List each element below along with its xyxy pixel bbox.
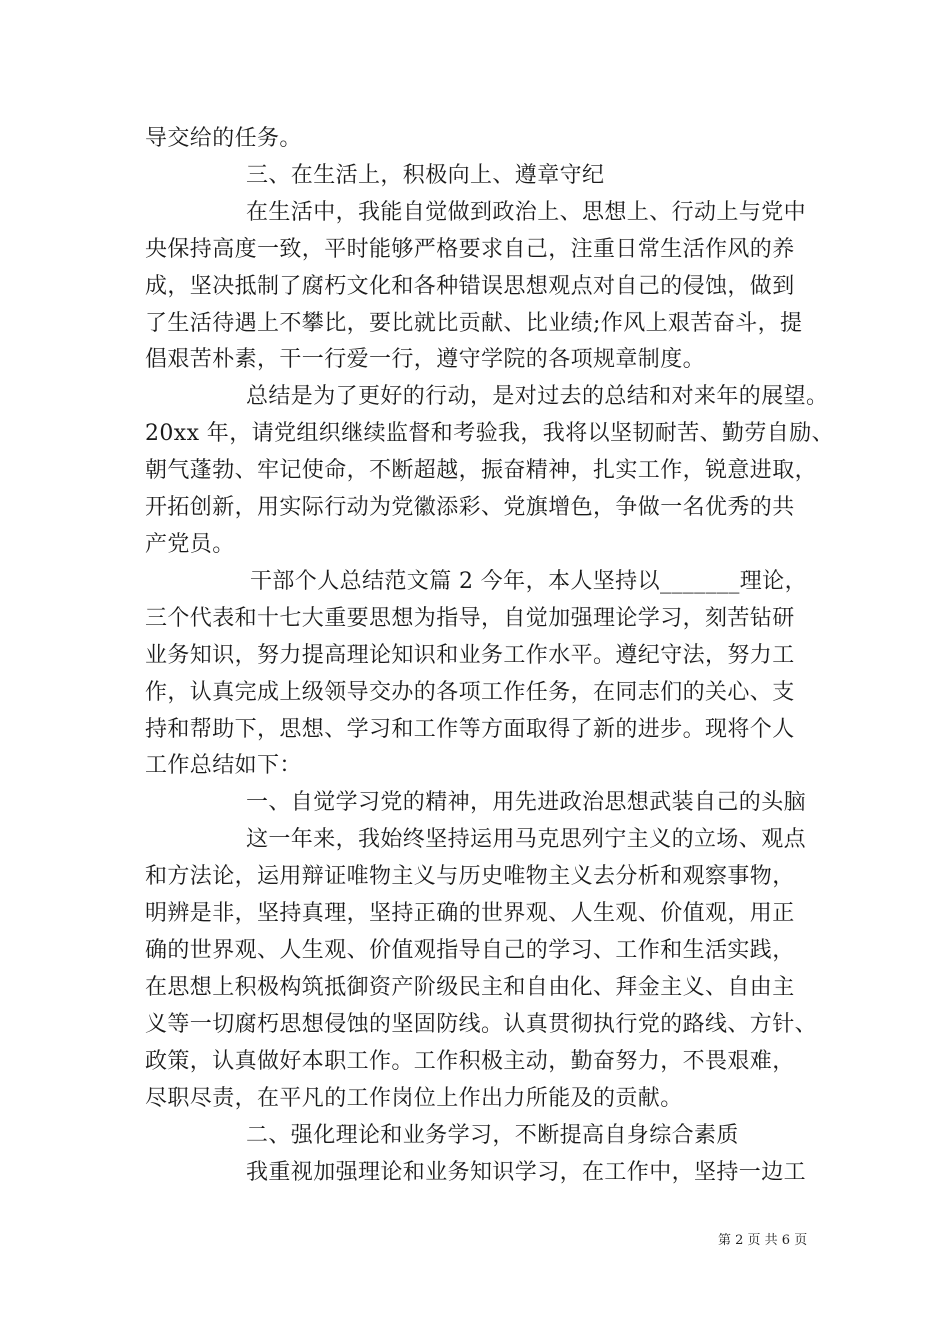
- text-line: 这一年来，我始终坚持运用马克思列宁主义的立场、观点: [246, 827, 807, 852]
- text-line: 朝气蓬勃、牢记使命，不断超越，振奋精神，扎实工作，锐意进取，: [145, 458, 818, 483]
- text-line: 20xx 年，请党组织继续监督和考验我，我将以坚韧耐苦、勤劳自励、: [145, 421, 835, 446]
- text-line: 央保持高度一致，平时能够严格要求自己，注重日常生活作风的养: [145, 237, 795, 262]
- text-line: 成，坚决抵制了腐朽文化和各种错误思想观点对自己的侵蚀，做到: [145, 274, 795, 299]
- text-line: 总结是为了更好的行动，是对过去的总结和对来年的展望。: [246, 384, 829, 409]
- text-line: 我重视加强理论和业务知识学习，在工作中，坚持一边工: [246, 1160, 807, 1185]
- text-line: 业务知识，努力提高理论知识和业务工作水平。遵纪守法，努力工: [145, 643, 795, 668]
- text-line: 在思想上积极构筑抵御资产阶级民主和自由化、拜金主义、自由主: [145, 975, 795, 1000]
- text-line: 倡艰苦朴素，干一行爱一行，遵守学院的各项规章制度。: [145, 347, 706, 372]
- section-heading: 一、自觉学习党的精神，用先进政治思想武装自己的头脑: [246, 790, 807, 815]
- text-line: 作，认真完成上级领导交办的各项工作任务，在同志们的关心、支: [145, 680, 795, 705]
- text-line: 三个代表和十七大重要思想为指导，自觉加强理论学习，刻苦钻研: [145, 606, 795, 631]
- text-line: 明辨是非，坚持真理，坚持正确的世界观、人生观、价值观，用正: [145, 901, 795, 926]
- text-line: 尽职尽责，在平凡的工作岗位上作出力所能及的贡献。: [145, 1086, 683, 1111]
- text-line: 工作总结如下：: [145, 753, 302, 778]
- text-line: 和方法论，运用辩证唯物主义与历史唯物主义去分析和观察事物，: [145, 864, 795, 889]
- section-heading: 三、在生活上，积极向上、遵章守纪: [246, 163, 605, 188]
- text-line: 义等一切腐朽思想侵蚀的坚固防线。认真贯彻执行党的路线、方针、: [145, 1012, 818, 1037]
- page-number: 第 2 页 共 6 页: [718, 1233, 808, 1248]
- text-line: 确的世界观、人生观、价值观指导自己的学习、工作和生活实践，: [145, 938, 795, 963]
- text-line: 导交给的任务。: [145, 126, 302, 151]
- text-line: 持和帮助下，思想、学习和工作等方面取得了新的进步。现将个人: [145, 717, 795, 742]
- section-heading: 二、强化理论和业务学习，不断提高自身综合素质: [246, 1123, 739, 1148]
- text-line: 政策，认真做好本职工作。工作积极主动，勤奋努力，不畏艰难，: [145, 1049, 795, 1074]
- text-line: 开拓创新，用实际行动为党徽添彩、党旗增色，争做一名优秀的共: [145, 495, 795, 520]
- text-line: 产党员。: [145, 532, 235, 557]
- article-title-line: 干部个人总结范文篇 2 今年，本人坚持以_______理论，: [250, 569, 807, 594]
- text-line: 了生活待遇上不攀比，要比就比贡献、比业绩;作风上艰苦奋斗，提: [145, 311, 803, 336]
- text-line: 在生活中，我能自觉做到政治上、思想上、行动上与党中: [246, 200, 807, 225]
